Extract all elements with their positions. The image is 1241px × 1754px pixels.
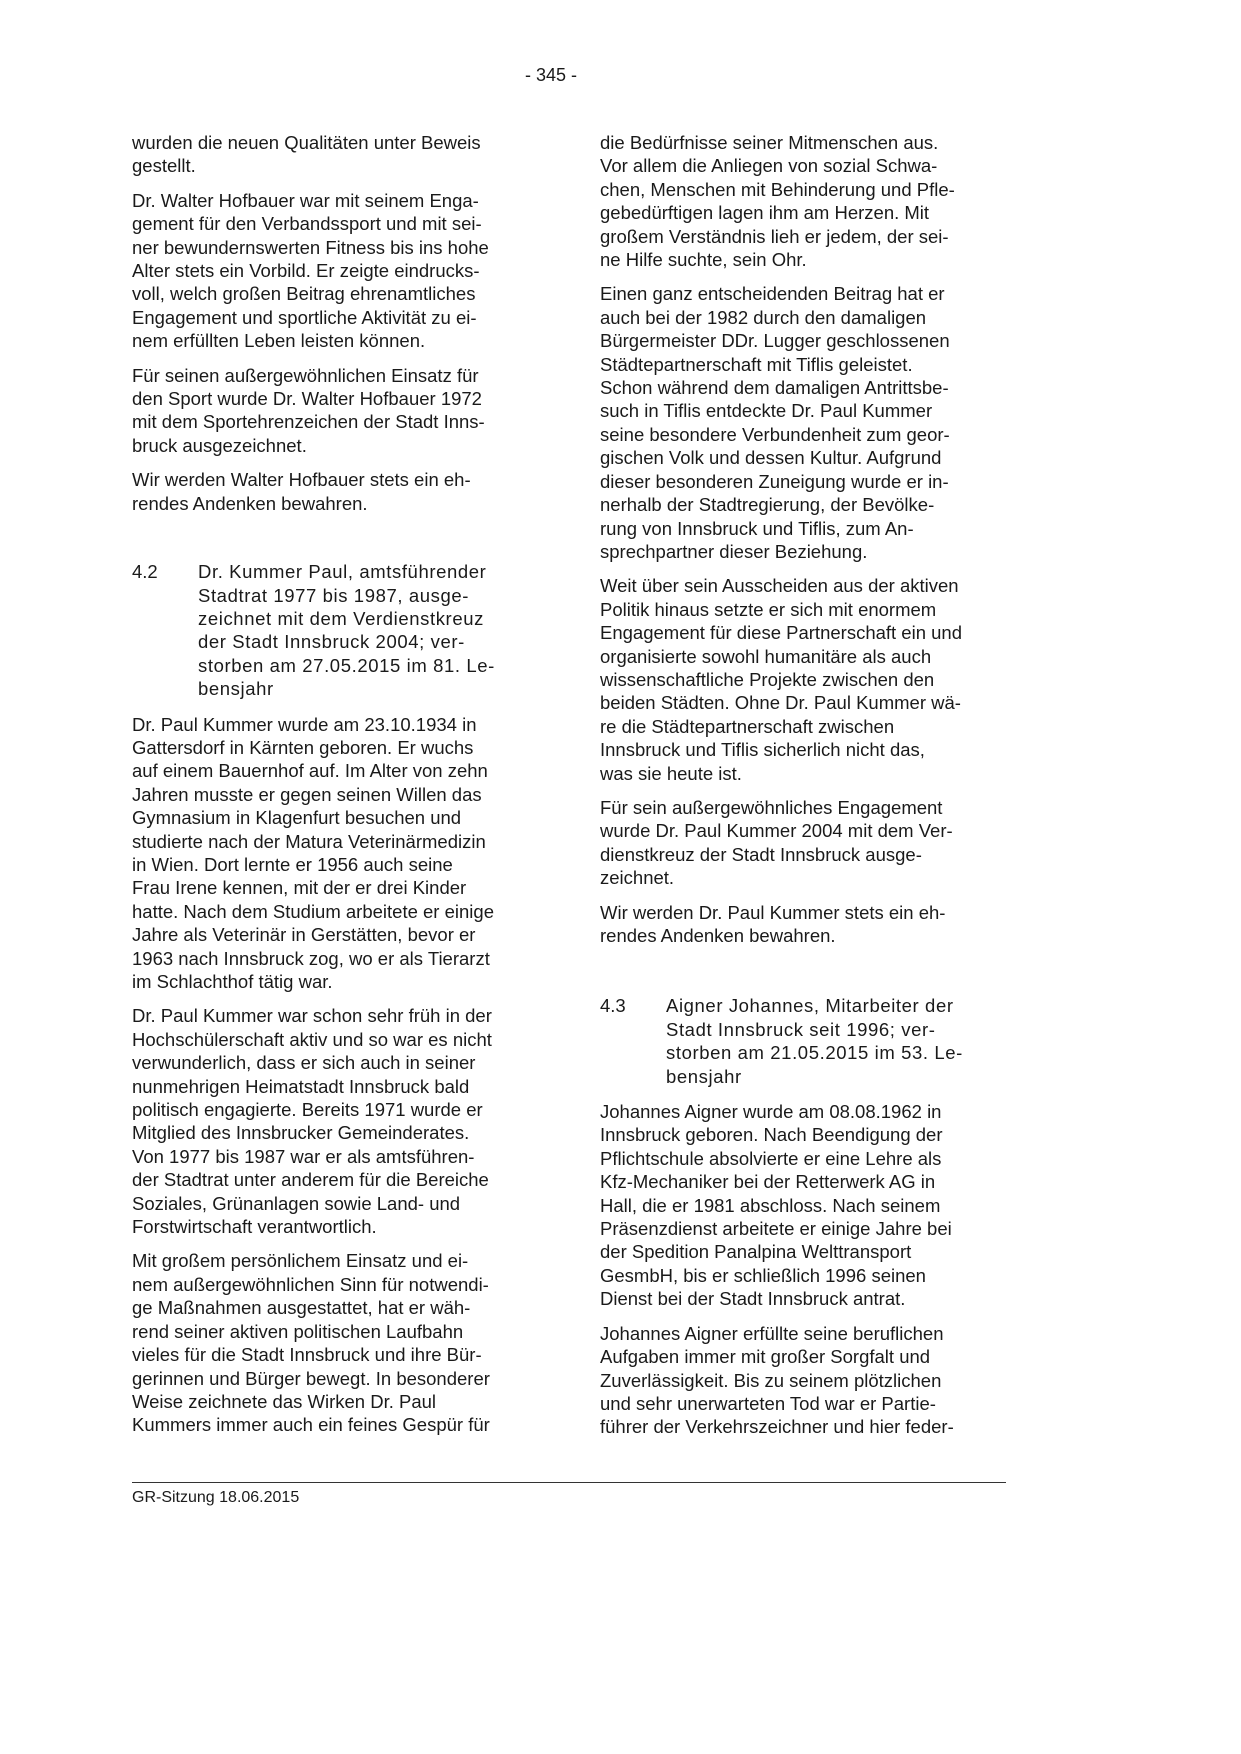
text-line: nem außergewöhnlichen Sinn für notwendi-: [132, 1273, 489, 1295]
text-line: politisch engagierte. Bereits 1971 wurde er: [132, 1099, 483, 1121]
text-line: such in Tiflis entdeckte Dr. Paul Kummer: [600, 400, 933, 422]
text-line: führer der Verkehrszeichner und hier feder-: [600, 1416, 954, 1438]
text-line: storben am 27.05.2015 im 81. Le-: [198, 654, 495, 676]
paragraph: [600, 901, 1010, 948]
text-line: Vor allem die Anliegen von sozial Schwa-: [600, 155, 938, 177]
text-line: Weit über sein Ausscheiden aus der aktiven: [600, 575, 959, 597]
text-line: mit dem Sportehrenzeichen der Stadt Inns-: [132, 411, 485, 433]
text-line: Aufgaben immer mit großer Sorgfalt und: [600, 1346, 931, 1368]
text-line: Für sein außergewöhnliches Engagement: [600, 796, 943, 818]
text-line: sprechpartner dieser Beziehung.: [600, 540, 868, 562]
text-line: gebedürftigen lagen ihm am Herzen. Mit: [600, 202, 930, 224]
text-line: Dr. Paul Kummer war schon sehr früh in der: [132, 1005, 492, 1027]
text-line: rendes Andenken bewahren.: [132, 492, 368, 514]
text-line: Innsbruck und Tiflis sicherlich nicht das,: [600, 739, 925, 761]
text-line: gestellt.: [132, 155, 196, 177]
footer-session-date: GR-Sitzung 18.06.2015: [132, 1489, 300, 1506]
paragraph: [132, 364, 542, 458]
text-line: die Bedürfnisse seiner Mitmenschen aus.: [600, 132, 939, 153]
text-line: re die Städtepartnerschaft zwischen: [600, 715, 895, 737]
text-line: und sehr unerwarteten Tod war er Partie-: [600, 1392, 936, 1414]
text-line: im Schlachthof tätig war.: [132, 971, 333, 992]
text-line: beiden Städten. Ohne Dr. Paul Kummer wä-: [600, 692, 961, 714]
text-line: Mitglied des Innsbrucker Gemeinderates.: [132, 1122, 470, 1144]
text-line: was sie heute ist.: [600, 762, 742, 784]
paragraph: [600, 796, 1010, 890]
section-heading: [132, 560, 542, 700]
text-line: Innsbruck geboren. Nach Beendigung der: [600, 1124, 943, 1146]
paragraph: [132, 189, 542, 353]
text-line: Dr. Walter Hofbauer war mit seinem Enga-: [132, 189, 479, 211]
text-line: seine besondere Verbundenheit zum geor-: [600, 423, 950, 445]
text-line: Aigner Johannes, Mitarbeiter der: [666, 995, 954, 1017]
text-line: GesmbH, bis er schließlich 1996 seinen: [600, 1264, 926, 1286]
text-line: Bürgermeister DDr. Lugger geschlossenen: [600, 330, 950, 352]
paragraph: [600, 1322, 1010, 1439]
text-line: Einen ganz entscheidenden Beitrag hat er: [600, 283, 945, 305]
text-line: Wir werden Dr. Paul Kummer stets ein eh-: [600, 901, 946, 923]
text-line: großem Verständnis lieh er jedem, der sei-: [600, 225, 949, 247]
text-line: Für seinen außergewöhnlichen Einsatz für: [132, 364, 479, 386]
text-line: Frau Irene kennen, mit der er drei Kinder: [132, 877, 467, 899]
text-line: rung von Innsbruck und Tiflis, zum An-: [600, 517, 914, 539]
section-number: 4.2: [132, 561, 158, 583]
text-line: Städtepartnerschaft mit Tiflis geleistet.: [600, 353, 913, 375]
text-line: Dr. Kummer Paul, amtsführender: [198, 561, 487, 583]
text-line: zeichnet mit dem Verdienstkreuz: [198, 607, 484, 629]
text-line: den Sport wurde Dr. Walter Hofbauer 1972: [132, 388, 482, 410]
text-line: ge Maßnahmen ausgestattet, hat er wäh-: [132, 1297, 471, 1319]
text-line: nem erfüllten Leben leisten können.: [132, 330, 426, 352]
text-line: Schon während dem damaligen Antrittsbe-: [600, 377, 949, 399]
text-line: Jahren musste er gegen seinen Willen das: [132, 783, 482, 805]
section-heading: [600, 994, 1010, 1088]
right-column: [600, 131, 1010, 1450]
text-line: Kfz-Mechaniker bei der Retterwerk AG in: [600, 1171, 936, 1193]
text-line: Dr. Paul Kummer wurde am 23.10.1934 in: [132, 713, 477, 735]
text-line: Hall, die er 1981 abschloss. Nach seinem: [600, 1194, 941, 1216]
paragraph: [132, 131, 542, 178]
text-line: nunmehrigen Heimatstadt Innsbruck bald: [132, 1075, 470, 1097]
text-line: Weise zeichnete das Wirken Dr. Paul: [132, 1390, 437, 1412]
text-line: verwunderlich, dass er sich auch in seiner: [132, 1052, 476, 1074]
paragraph: [600, 282, 1010, 563]
text-line: Stadtrat 1977 bis 1987, ausge-: [198, 584, 470, 606]
text-line: Pflichtschule absolvierte er eine Lehre als: [600, 1147, 942, 1169]
section-title: [198, 560, 542, 700]
text-line: Stadt Innsbruck seit 1996; ver-: [666, 1018, 936, 1040]
text-line: gischen Volk und dessen Kultur. Aufgrund: [600, 447, 942, 469]
text-line: gement für den Verbandssport und mit sei-: [132, 213, 482, 235]
paragraph: [600, 574, 1010, 785]
text-line: chen, Menschen mit Behinderung und Pfle-: [600, 178, 955, 200]
left-column: [132, 131, 542, 1448]
text-line: wurde Dr. Paul Kummer 2004 mit dem Ver-: [600, 820, 953, 842]
text-line: dieser besonderen Zuneigung wurde er in-: [600, 470, 949, 492]
text-line: Präsenzdienst arbeitete er einige Jahre bei: [600, 1218, 952, 1240]
paragraph: [600, 1100, 1010, 1311]
text-line: storben am 21.05.2015 im 53. Le-: [666, 1042, 963, 1064]
text-line: rend seiner aktiven politischen Laufbahn: [132, 1320, 464, 1342]
text-line: bruck ausgezeichnet.: [132, 434, 307, 456]
paragraph: [132, 1249, 542, 1436]
text-line: voll, welch großen Beitrag ehrenamtliches: [132, 283, 476, 305]
text-line: Gattersdorf in Kärnten geboren. Er wuchs: [132, 736, 474, 758]
text-line: dienstkreuz der Stadt Innsbruck ausge-: [600, 843, 922, 865]
section-title: [666, 994, 1010, 1088]
text-line: Alter stets ein Vorbild. Er zeigte eindrucks-: [132, 260, 480, 282]
footer-divider: [132, 1482, 1006, 1483]
text-line: Zuverlässigkeit. Bis zu seinem plötzlichen: [600, 1369, 942, 1391]
text-line: Dienst bei der Stadt Innsbruck antrat.: [600, 1288, 906, 1310]
text-line: bensjahr: [198, 678, 274, 700]
text-line: der Spedition Panalpina Welttransport: [600, 1241, 912, 1263]
text-line: Forstwirtschaft verantwortlich.: [132, 1216, 377, 1238]
text-line: rendes Andenken bewahren.: [600, 925, 836, 946]
page-number: - 345 -: [524, 65, 578, 85]
text-line: bensjahr: [666, 1065, 742, 1087]
text-line: wurden die neuen Qualitäten unter Beweis: [132, 132, 481, 153]
paragraph: [132, 713, 542, 994]
text-line: ner bewundernswerten Fitness bis ins hohe: [132, 236, 489, 258]
text-line: organisierte sowohl humanitäre als auch: [600, 645, 932, 667]
paragraph: [132, 468, 542, 515]
paragraph: [600, 131, 1010, 271]
text-line: vieles für die Stadt Innsbruck und ihre Bür-: [132, 1344, 482, 1366]
text-line: Kummers immer auch ein feines Gespür für: [132, 1414, 490, 1436]
text-line: Johannes Aigner erfüllte seine beruflichen: [600, 1322, 944, 1344]
section-number: 4.3: [600, 995, 626, 1017]
text-line: gerinnen und Bürger bewegt. In besonderer: [132, 1367, 490, 1389]
text-line: Engagement für diese Partnerschaft ein und: [600, 622, 963, 644]
text-line: Wir werden Walter Hofbauer stets ein eh-: [132, 469, 471, 491]
text-line: auch bei der 1982 durch den damaligen: [600, 306, 927, 328]
text-line: studierte nach der Matura Veterinärmedizin: [132, 830, 486, 852]
text-line: auf einem Bauernhof auf. Im Alter von zehn: [132, 760, 488, 782]
text-line: Politik hinaus setzte er sich mit enormem: [600, 598, 937, 620]
text-line: in Wien. Dort lernte er 1956 auch seine: [132, 853, 453, 875]
text-line: Engagement und sportliche Aktivität zu ei-: [132, 306, 477, 328]
text-line: 1963 nach Innsbruck zog, wo er als Tierarzt: [132, 947, 490, 969]
text-line: Von 1977 bis 1987 war er als amtsführen-: [132, 1145, 475, 1167]
text-line: Johannes Aigner wurde am 08.08.1962 in: [600, 1101, 942, 1123]
text-line: Soziales, Grünanlagen sowie Land- und: [132, 1192, 461, 1214]
text-line: hatte. Nach dem Studium arbeitete er einige: [132, 900, 494, 922]
text-line: Mit großem persönlichem Einsatz und ei-: [132, 1250, 469, 1272]
text-line: der Stadtrat unter anderem für die Bereiche: [132, 1169, 489, 1191]
text-line: nerhalb der Stadtregierung, der Bevölke-: [600, 494, 935, 516]
text-line: Jahre als Veterinär in Gerstätten, bevor er: [132, 924, 476, 946]
text-line: der Stadt Innsbruck 2004; ver-: [198, 631, 465, 653]
text-line: ne Hilfe suchte, sein Ohr.: [600, 249, 807, 271]
text-line: wissenschaftliche Projekte zwischen den: [600, 668, 935, 690]
text-line: zeichnet.: [600, 867, 675, 889]
paragraph: [132, 1004, 542, 1238]
text-line: Hochschülerschaft aktiv und so war es nicht: [132, 1028, 492, 1050]
text-line: Gymnasium in Klagenfurt besuchen und: [132, 807, 462, 829]
